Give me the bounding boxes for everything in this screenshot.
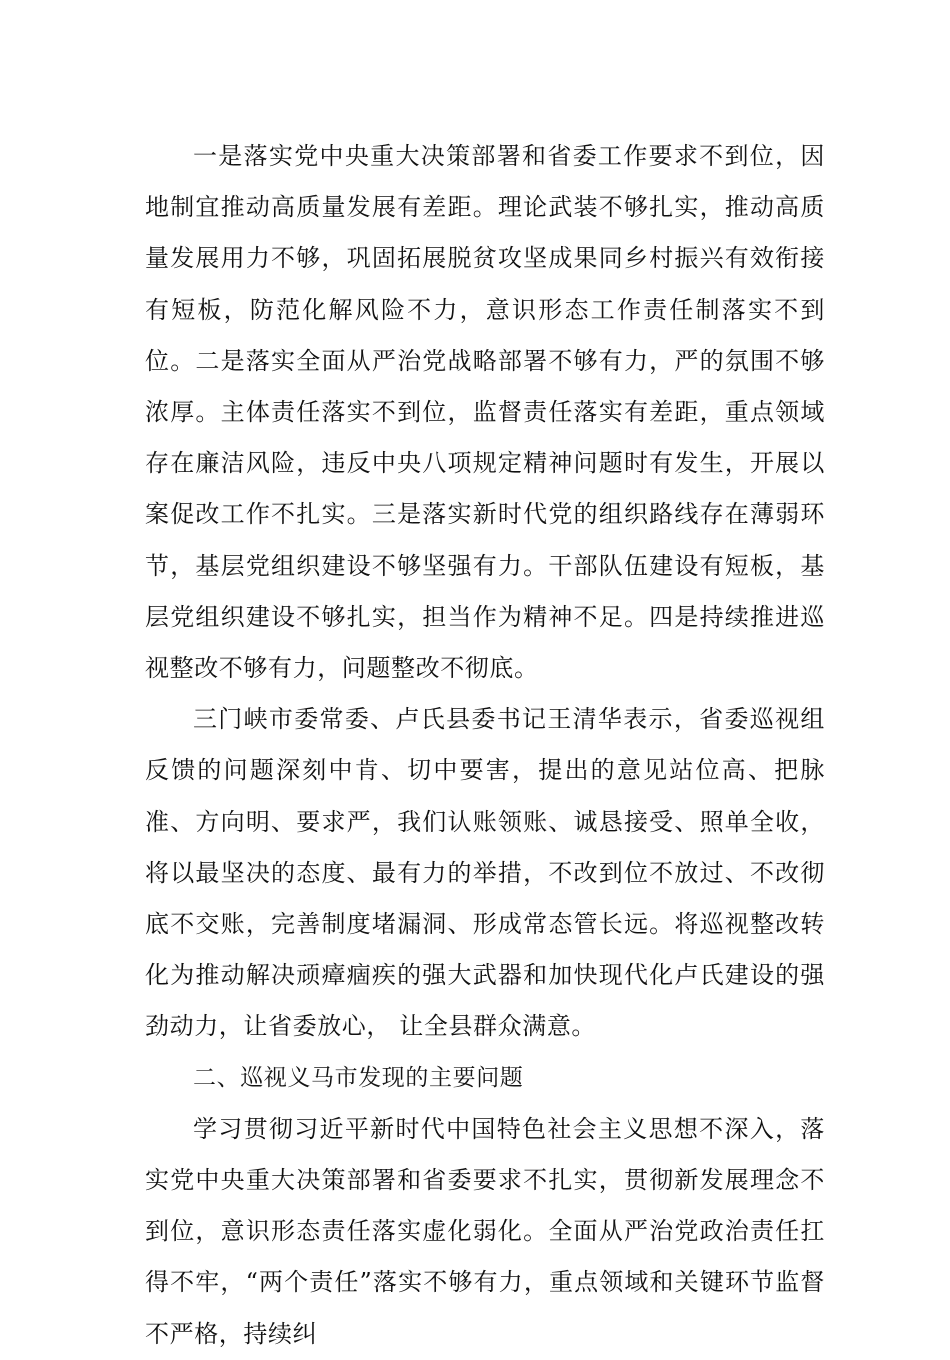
paragraph-lushi-response: 三门峡市委常委、卢氏县委书记王清华表示，省委巡视组反馈的问题深刻中肯、切中要害，提出的意见站位高、把脉准、方向明、要求严，我们认账领账、诚恳接受、照单全收，将以最坚决的态度、最有力的举措，不改到位不放过、不改彻底不交账，完善制度堵漏洞、形成常态管长远。将巡视整改转化为推动解决顽瘴痼疾的强大武器和加快现代化卢氏建设的强劲动力，让省委放心， 让全县群众满意。 [145,705,825,1041]
paragraph-yima-problems: 学习贯彻习近平新时代中国特色社会主义思想不深入，落实党中央重大决策部署和省委要求不扎实，贯彻新发展理念不到位，意识形态责任落实虚化弱化。全面从严治党政治责任扛得不牢，“两个责任”落实不够有力，重点领域和关键环节监督不严格，持续纠 [145,1114,825,1348]
section-heading-yima: 二、巡视义马市发现的主要问题 [193,1064,524,1091]
document-body [145,131,825,1360]
paragraph-rectification-issues: 一是落实党中央重大决策部署和省委工作要求不到位，因地制宜推动高质量发展有差距。理论武装不够扎实，推动高质量发展用力不够，巩固拓展脱贫攻坚成果同乡村振兴有效衔接有短板，防范化解风险不力，意识形态工作责任制落实不到位。二是落实全面从严治党战略部署不够有力，严的氛围不够浓厚。主体责任落实不到位，监督责任落实有差距，重点领域存在廉洁风险，违反中央八项规定精神问题时有发生，开展以案促改工作不扎实。三是落实新时代党的组织路线存在薄弱环节，基层党组织建设不够坚强有力。干部队伍建设有短板，基层党组织建设不够扎实，担当作为精神不足。四是持续推进巡视整改不够有力，问题整改不彻底。 [145,142,825,683]
